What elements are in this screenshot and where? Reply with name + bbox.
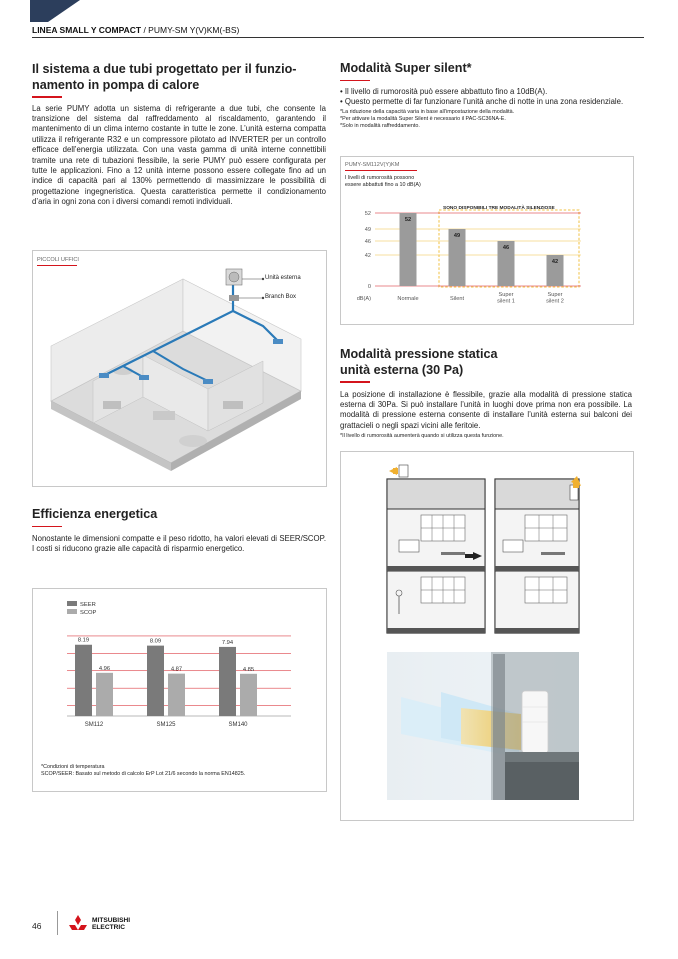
two-pipe-title: Il sistema a due tubi progettato per il funzio- namento in pompa di calore: [32, 62, 297, 92]
two-pipe-title-underline: [32, 96, 62, 98]
legend-swatch-seer: [67, 601, 77, 606]
efficiency-chart-box: [32, 588, 327, 792]
static-pressure-figure: [340, 451, 634, 821]
label-branch-box: Branch Box: [265, 294, 297, 300]
efficiency-title: Efficienza energetica: [32, 507, 158, 521]
super-silent-bullet-2: • Questo permette di far funzionare l’unità anche di notte in una zona residenziale.: [340, 97, 624, 107]
value-label-scop-sm140: 4.85: [242, 666, 255, 673]
balcony-installation-illustration: [341, 452, 633, 820]
y-tick-0: 0: [367, 284, 371, 290]
silent-modes-chart: [341, 157, 633, 324]
bar-silent-mode-0: [400, 213, 417, 286]
y-axis-unit: dB(A): [356, 296, 371, 302]
y-tick-52: 52: [364, 211, 371, 217]
category-label-silent-mode-3-1: silent 2: [546, 298, 564, 305]
efficiency-note-title: *Condizioni di temperatura: [41, 764, 105, 770]
header-corner-triangle: [30, 0, 80, 22]
value-label-seer-sm125: 8.09: [149, 638, 162, 645]
category-label-silent-mode-2-1: silent 1: [497, 298, 515, 305]
efficiency-title-underline: [32, 526, 62, 528]
header-series: LINEA SMALL Y COMPACT / PUMY-SM Y(V)KM(-BS): [32, 25, 240, 35]
office-isometric-illustration: [33, 251, 326, 486]
y-tick-42: 42: [364, 253, 371, 259]
value-label-silent-mode-3: 42: [551, 259, 559, 265]
static-pressure-body: La posizione di installazione è flessibile, grazie alla modalità di pressione statica esterna di 30Pa. Si può installare l’unità in luoghi dove prima non era possibile. La modalità di pressione esterna consente di installare l’unità esterna sui balconi dei grattacieli o negli spazi vicini alle feritoie.: [340, 389, 632, 430]
silent-chart-highlight-label: SONO DISPONIBILI TRE MODALITÀ SILENZIOSE: [443, 206, 555, 211]
super-silent-bullet-1: • Il livello di rumorosità può essere abbattuto fino a 10dB(A).: [340, 87, 548, 96]
office-figure-tag: PICCOLI UFFICI: [37, 257, 79, 263]
y-tick-46: 46: [364, 239, 371, 245]
static-pressure-section: [340, 347, 632, 440]
value-label-seer-sm140: 7.94: [221, 639, 234, 646]
super-silent-title: Modalità Super silent*: [340, 61, 472, 75]
super-silent-note-3: *Solo in modalità raffreddamento.: [340, 122, 420, 129]
two-pipe-body: La serie PUMY adotta un sistema di refrigerante a due tubi, che consente la transizione del sistema dal raffreddamento al riscaldamento, garantendo il mantenimento di un clima interno costante in tutte le zone. L’unità esterna compatta utilizza il refrigerante R32 e un compressore pilotato ad INVERTER per un controllo efficace dell’energia utilizzata. Con una vasta gamma di unità interne connettibili tramite una rete di tubazioni flessibile, la serie PUMY può essere configurata per tutte le applicazioni. Fino a 12 unità interne possono essere collegate fino ad un indice di capacità pari al 130% permettendo di massimizzare le possibilità di progettazione ingegneristica. Questa caratteristica permette il condizionamento d’aria in ogni zona con i diversi comandi remoti individuali.: [32, 103, 326, 207]
bar-scop-sm140: [240, 674, 257, 716]
category-label-sm112: SM112: [84, 722, 104, 728]
legend-label-scop: SCOP: [80, 610, 97, 616]
static-pressure-title: Modalità pressione statica unità esterna (30 Pa): [340, 347, 498, 377]
category-label-silent-mode-2-0: Super: [498, 292, 514, 298]
legend-swatch-scop: [67, 609, 77, 614]
two-pipe-section: [32, 62, 326, 208]
super-silent-note-1: *La riduzione della capacità varia in base all’impostazione della modalità.: [340, 108, 515, 115]
mitsubishi-logo-icon: [66, 914, 90, 934]
seer-scop-chart: [33, 589, 326, 749]
bar-seer-sm112: [75, 645, 92, 716]
brand-name: MITSUBISHI ELECTRIC: [92, 917, 131, 931]
bar-scop-sm112: [96, 673, 113, 716]
value-label-scop-sm125: 4.87: [170, 666, 183, 673]
y-tick-49: 49: [364, 227, 371, 233]
bar-scop-sm125: [168, 674, 185, 716]
static-pressure-note: *Il livello di rumorosità aumenterà quando si utilizza questa funzione.: [340, 433, 504, 440]
building-before: [387, 465, 485, 633]
footer-divider: [57, 911, 58, 935]
efficiency-note-body: SCOP/SEER: Basato sul metodo di calcolo ErP Lot 21/6 secondo la norma EN14825.: [41, 771, 246, 777]
static-pressure-title-underline: [340, 381, 370, 383]
balcony-scene: [387, 652, 579, 800]
value-label-silent-mode-0: 52: [404, 217, 412, 223]
category-label-silent-mode-3-0: Super: [547, 292, 563, 298]
bar-seer-sm140: [219, 647, 236, 716]
value-label-silent-mode-2: 46: [502, 245, 510, 251]
category-label-silent-mode-0-0: Normale: [397, 296, 419, 302]
super-silent-note-2: *Per attivare la modalità Super Silent è necessario il PAC-SC36NA-E.: [340, 115, 506, 122]
efficiency-section: [32, 507, 326, 555]
page-number: 46: [32, 921, 42, 931]
silent-chart-box: [340, 156, 634, 325]
silent-chart-tag: PUMY-SM112V(Y)KM: [345, 162, 400, 168]
label-outdoor-unit: Unità esterna: [265, 275, 301, 281]
header-rule: [32, 37, 644, 38]
category-label-sm140: SM140: [228, 722, 248, 728]
bar-seer-sm125: [147, 646, 164, 716]
office-figure: [32, 250, 327, 487]
value-label-silent-mode-1: 49: [453, 233, 461, 239]
super-silent-section: [340, 61, 632, 130]
category-label-sm125: SM125: [156, 722, 176, 728]
value-label-seer-sm112: 8.19: [77, 637, 90, 644]
super-silent-title-underline: [340, 80, 370, 82]
efficiency-body: Nonostante le dimensioni compatte e il peso ridotto, ha valori elevati di SEER/SCOP. I costi si riducono grazie alle capacità di risparmio energetico.: [32, 534, 326, 554]
value-label-scop-sm112: 4.96: [98, 665, 111, 672]
building-after: [495, 476, 581, 633]
silent-chart-caption: I livelli di rumorosità possono essere abbattuti fino a 10 dB(A): [345, 175, 421, 188]
legend-label-seer: SEER: [80, 602, 96, 608]
category-label-silent-mode-1-0: Silent: [450, 296, 464, 302]
